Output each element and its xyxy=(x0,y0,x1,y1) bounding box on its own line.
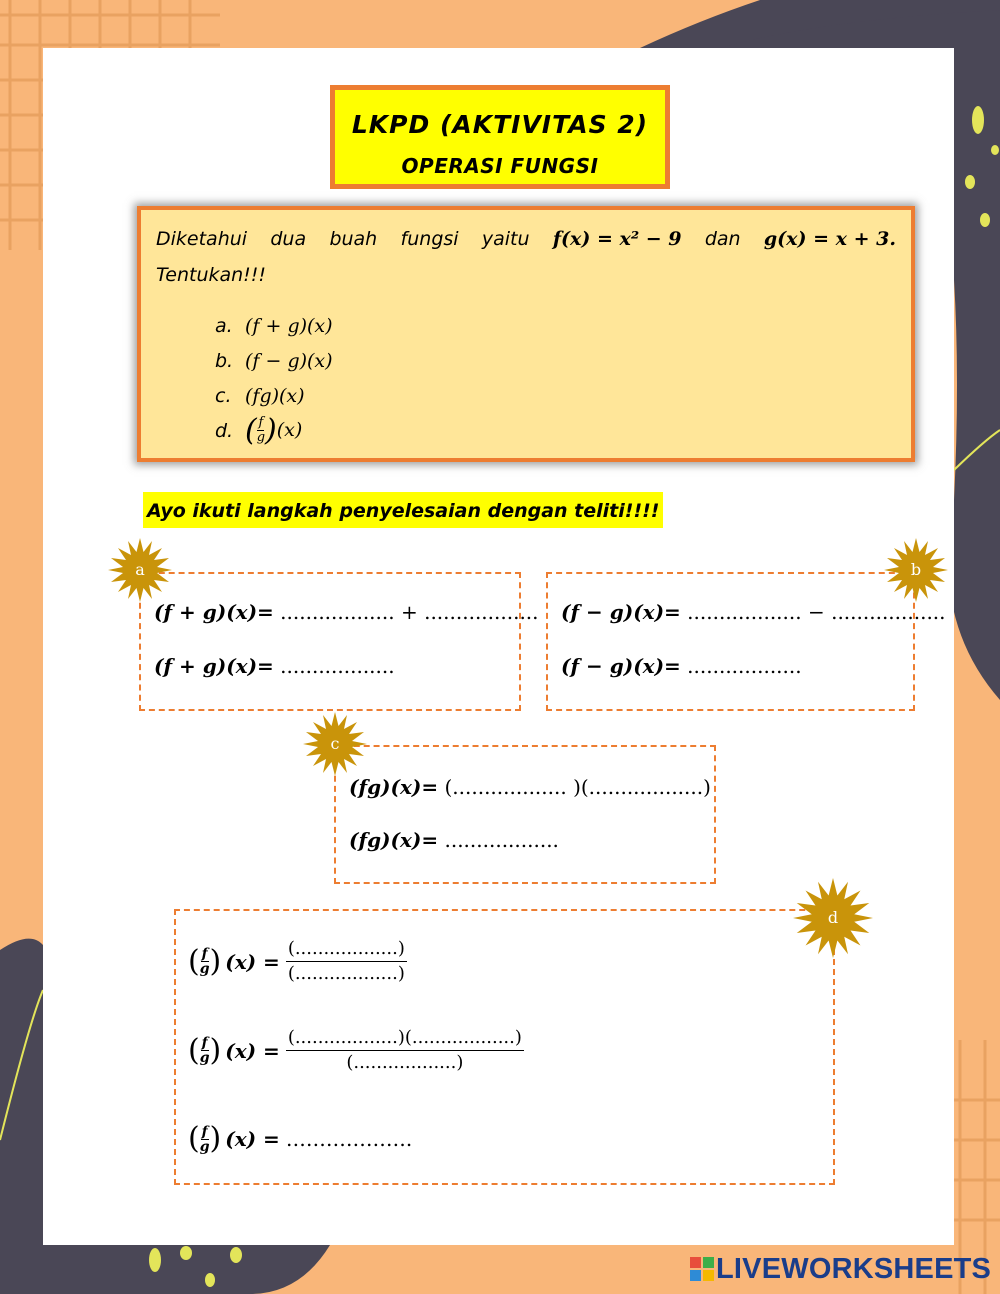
equation-line: (f − g)(x)= .................. − .................. xyxy=(561,600,946,624)
task-list xyxy=(215,308,333,448)
word: Diketahui xyxy=(156,228,248,250)
answer-box-b xyxy=(546,572,915,711)
word: fungsi xyxy=(400,228,459,250)
fraction xyxy=(286,1026,524,1075)
title-box xyxy=(330,85,670,189)
answer-box-c xyxy=(334,745,716,884)
liveworksheets-logo[interactable] xyxy=(690,1252,991,1286)
word: yaitu xyxy=(481,228,530,250)
function-g: g(x) = x + 3. xyxy=(763,228,896,250)
answer-blank[interactable]: (..................) xyxy=(287,963,405,984)
badge-d: d xyxy=(793,878,873,958)
equation-line: ( $\frac{f}{g}$ ) (x) = ………………. xyxy=(188,1121,413,1156)
problem-prompt: Tentukan!!! xyxy=(156,264,267,286)
equation-line: (fg)(x)= .................. xyxy=(349,828,559,852)
answer-blank[interactable]: .................. xyxy=(824,600,946,624)
task-item: d. ( $\frac{f}{g}$ )(x) xyxy=(215,412,303,448)
answer-blank[interactable]: (.................. )(..................) xyxy=(438,775,711,799)
problem-panel xyxy=(137,206,915,462)
answer-blank[interactable]: .................. xyxy=(438,828,559,852)
answer-box-a xyxy=(139,572,521,711)
answer-blank[interactable]: .................. xyxy=(273,600,401,624)
fraction xyxy=(286,937,407,986)
logo-text: LIVEWORKSHEETS xyxy=(716,1252,992,1285)
title-sub: OPERASI FUNGSI xyxy=(401,154,599,178)
title-main: LKPD (AKTIVITAS 2) xyxy=(351,110,649,139)
answer-blank[interactable]: .................. xyxy=(680,600,808,624)
answer-blank[interactable]: ………………. xyxy=(285,1127,413,1151)
task-item: c. (fg)(x) xyxy=(215,384,305,407)
task-item: a. (f + g)(x) xyxy=(215,314,333,337)
badge-a: a xyxy=(108,538,172,602)
word: dan xyxy=(704,228,741,250)
equation-line: (f + g)(x)= .................. xyxy=(154,654,395,678)
word: dua xyxy=(270,228,307,250)
equation-line: (fg)(x)= (.................. )(..................) xyxy=(349,775,711,799)
equation-line: (f + g)(x)= .................. + .................. xyxy=(154,600,539,624)
instruction-text: Ayo ikuti langkah penyelesaian dengan teliti!!!! xyxy=(143,492,663,528)
fraction: $\frac{f}{g}$ xyxy=(256,415,266,445)
answer-blank[interactable]: (..................)(..................) xyxy=(286,1026,524,1051)
answer-blank[interactable]: (..................) xyxy=(286,937,407,962)
equation-line: ( $\frac{f}{g}$ ) (x) = $\frac{(..................)(..................)}{(..................)}$ xyxy=(188,1027,522,1073)
equation-line: (f − g)(x)= .................. xyxy=(561,654,802,678)
answer-blank[interactable]: .................. xyxy=(417,600,539,624)
answer-blank[interactable]: .................. xyxy=(680,654,802,678)
problem-statement xyxy=(156,228,896,250)
badge-b: b xyxy=(884,538,948,602)
task-item: b. (f − g)(x) xyxy=(215,349,333,372)
answer-blank[interactable]: (..................) xyxy=(346,1052,464,1073)
function-f: f(x) = x² − 9 xyxy=(552,228,682,250)
badge-c: c xyxy=(303,712,367,776)
answer-blank[interactable]: .................. xyxy=(273,654,395,678)
equation-line: ( $\frac{f}{g}$ ) (x) = $\frac{(..................)}{(..................)}$ xyxy=(188,938,405,984)
word: buah xyxy=(329,228,378,250)
logo-icon xyxy=(690,1257,714,1281)
